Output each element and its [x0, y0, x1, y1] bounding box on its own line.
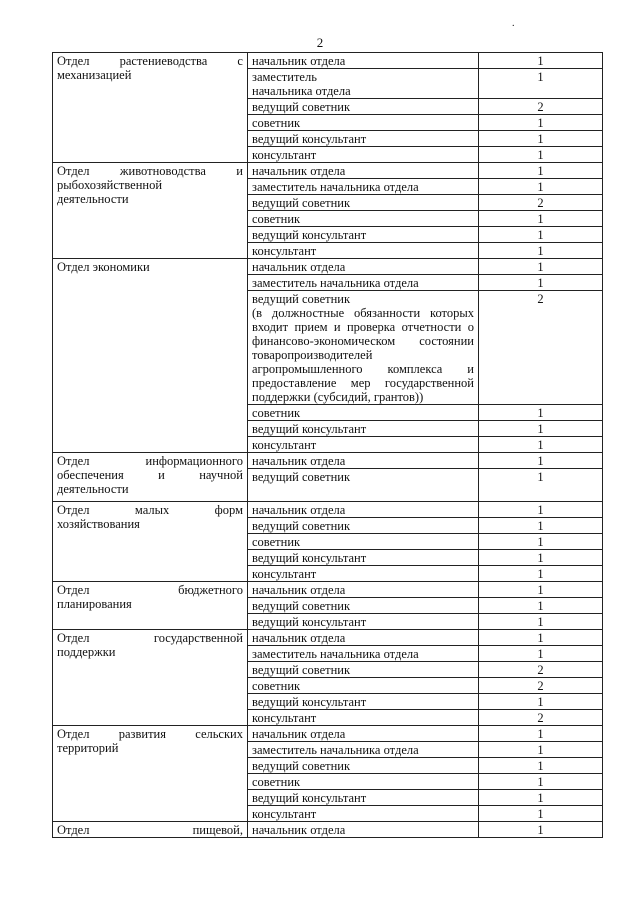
- position-cell: [248, 582, 479, 598]
- position-count: 1: [479, 550, 603, 566]
- position-cell: [248, 163, 479, 179]
- position-count: 1: [479, 758, 603, 774]
- department-name: [57, 54, 243, 82]
- position-count: 1: [479, 598, 603, 614]
- department-name-line: [57, 517, 243, 531]
- department-name: [57, 164, 243, 206]
- position-count: 1: [479, 726, 603, 742]
- position-title: ведущий советник: [252, 599, 351, 613]
- position-title: ведущий советник: [252, 519, 351, 533]
- position-title: советник: [252, 116, 301, 130]
- position-title: начальник отдела: [252, 503, 346, 517]
- department-name-word: Отдел: [57, 823, 90, 837]
- position-count: 1: [479, 421, 603, 437]
- position-cell: [248, 211, 479, 227]
- position-count: 1: [479, 822, 603, 838]
- position-title: ведущий советник: [252, 292, 351, 306]
- department-name: [57, 631, 243, 659]
- department-name-line: [57, 741, 243, 755]
- position-count: 1: [479, 790, 603, 806]
- position-count: 1: [479, 227, 603, 243]
- department-name-line: [57, 54, 243, 68]
- department-name-word: растениеводства: [119, 54, 208, 68]
- position-count: 1: [479, 53, 603, 69]
- position-title: заместитель начальника отдела: [252, 180, 419, 194]
- position-count: 1: [479, 742, 603, 758]
- department-name-word: поддержки: [57, 645, 116, 659]
- table-row: [53, 822, 603, 838]
- department-name-word: и: [158, 468, 165, 482]
- position-cell: [248, 405, 479, 421]
- department-name-word: Отдел: [57, 54, 90, 68]
- position-count: 1: [479, 614, 603, 630]
- position-count: 2: [479, 291, 603, 405]
- position-title: ведущий консультант: [252, 228, 367, 242]
- position-cell: [248, 790, 479, 806]
- department-name-cell: [53, 726, 248, 822]
- position-count: 1: [479, 518, 603, 534]
- position-cell: [248, 291, 479, 405]
- department-name-word: Отдел: [57, 164, 90, 178]
- department-name-word: государственной: [153, 631, 243, 645]
- table-row: [53, 453, 603, 469]
- department-name-line: [57, 482, 243, 496]
- position-count: 1: [479, 179, 603, 195]
- department-name-line: [57, 583, 243, 597]
- position-count: 1: [479, 405, 603, 421]
- position-count: 1: [479, 69, 603, 99]
- department-name-word: деятельности: [57, 192, 129, 206]
- department-name-word: деятельности: [57, 482, 129, 496]
- department-name-word: информационного: [145, 454, 243, 468]
- position-cell: [248, 534, 479, 550]
- department-name-line: [57, 727, 243, 741]
- department-name: [57, 260, 243, 274]
- department-name: [57, 454, 243, 496]
- department-name-cell: [53, 630, 248, 726]
- position-count: 2: [479, 195, 603, 211]
- position-title: начальник отдела: [252, 454, 346, 468]
- position-cell: [248, 259, 479, 275]
- position-title: ведущий консультант: [252, 551, 367, 565]
- department-name-word: обеспечения: [57, 468, 124, 482]
- position-title: советник: [252, 406, 301, 420]
- position-count: 2: [479, 99, 603, 115]
- position-cell: [248, 115, 479, 131]
- position-title: ведущий консультант: [252, 615, 367, 629]
- department-name-cell: [53, 53, 248, 163]
- position-cell: [248, 179, 479, 195]
- position-title: консультант: [252, 807, 317, 821]
- position-title: консультант: [252, 438, 317, 452]
- position-cell: [248, 275, 479, 291]
- department-name-line: [57, 823, 243, 837]
- position-title: начальник отдела: [252, 631, 346, 645]
- position-count: 1: [479, 453, 603, 469]
- position-cell: [248, 453, 479, 469]
- position-count: 2: [479, 678, 603, 694]
- position-count: 1: [479, 806, 603, 822]
- table-row: [53, 502, 603, 518]
- department-name: [57, 823, 243, 837]
- position-cell: [248, 742, 479, 758]
- corner-dot-mark: .: [512, 18, 515, 29]
- department-name: [57, 583, 243, 611]
- position-title: ведущий консультант: [252, 132, 367, 146]
- department-name-cell: [53, 453, 248, 502]
- department-name-line: [57, 192, 243, 206]
- table-row: [53, 726, 603, 742]
- page-number: 2: [316, 35, 324, 50]
- department-name-word: Отдел экономики: [57, 260, 150, 274]
- position-cell: [248, 726, 479, 742]
- department-name-word: сельских: [195, 727, 243, 741]
- position-count: 1: [479, 147, 603, 163]
- position-count: 1: [479, 437, 603, 453]
- position-cell: [248, 195, 479, 211]
- department-name-line: [57, 631, 243, 645]
- position-count: 2: [479, 662, 603, 678]
- position-cell: [248, 630, 479, 646]
- position-title: начальник отдела: [252, 727, 346, 741]
- position-cell: [248, 822, 479, 838]
- position-count: 1: [479, 115, 603, 131]
- position-cell: [248, 774, 479, 790]
- department-name-line: [57, 468, 243, 482]
- position-cell: [248, 646, 479, 662]
- position-cell: [248, 69, 479, 99]
- position-count: 1: [479, 243, 603, 259]
- table-row: [53, 630, 603, 646]
- department-name: [57, 503, 243, 531]
- position-title: начальник отдела: [252, 164, 346, 178]
- table-row: [53, 163, 603, 179]
- position-cell: [248, 598, 479, 614]
- position-title: советник: [252, 535, 301, 549]
- department-name-word: планирования: [57, 597, 132, 611]
- department-name-cell: [53, 259, 248, 453]
- position-title: начальник отдела: [252, 260, 346, 274]
- position-count: 1: [479, 582, 603, 598]
- position-cell: [248, 758, 479, 774]
- position-cell: [248, 243, 479, 259]
- position-title: заместитель начальника отдела: [252, 743, 419, 757]
- position-title: советник: [252, 775, 301, 789]
- position-cell: [248, 614, 479, 630]
- position-title: консультант: [252, 148, 317, 162]
- position-cell: [248, 678, 479, 694]
- department-name-line: [57, 260, 243, 274]
- department-name-word: территорий: [57, 741, 119, 755]
- department-name-line: [57, 503, 243, 517]
- department-name-word: с: [237, 54, 243, 68]
- position-note: (в должностные обязанности которых входит прием и проверка отчетности о финансово-экономическом состоянии товаропроизводителей агропромышленного комплекса и предоставление мер государственной поддержки (субсидий, грантов)): [252, 306, 474, 404]
- position-title: советник: [252, 679, 301, 693]
- position-cell: [248, 662, 479, 678]
- position-count: 1: [479, 534, 603, 550]
- position-title: ведущий консультант: [252, 791, 367, 805]
- position-title: ведущий консультант: [252, 695, 367, 709]
- position-count: 1: [479, 566, 603, 582]
- position-cell: [248, 437, 479, 453]
- position-count: 1: [479, 259, 603, 275]
- table-row: [53, 259, 603, 275]
- department-name-line: [57, 178, 243, 192]
- department-name-line: [57, 645, 243, 659]
- position-cell: [248, 806, 479, 822]
- department-name-word: животноводства: [119, 164, 206, 178]
- position-title: заместитель начальника отдела: [252, 276, 419, 290]
- position-count: 1: [479, 774, 603, 790]
- department-name-cell: [53, 582, 248, 630]
- position-title: ведущий советник: [252, 470, 351, 484]
- position-cell: [248, 147, 479, 163]
- staffing-table: [52, 52, 603, 838]
- position-title: начальник отдела: [252, 54, 346, 68]
- staffing-table-body: [53, 53, 603, 838]
- department-name-word: научной: [199, 468, 243, 482]
- department-name-cell: [53, 822, 248, 838]
- department-name-line: [57, 164, 243, 178]
- department-name-word: Отдел: [57, 727, 90, 741]
- position-title: консультант: [252, 711, 317, 725]
- position-cell: [248, 518, 479, 534]
- position-cell: [248, 131, 479, 147]
- position-count: 1: [479, 469, 603, 502]
- department-name: [57, 727, 243, 755]
- table-row: [53, 582, 603, 598]
- department-name-word: хозяйствования: [57, 517, 140, 531]
- position-cell: [248, 99, 479, 115]
- position-count: 1: [479, 630, 603, 646]
- position-count: 1: [479, 646, 603, 662]
- position-count: 1: [479, 163, 603, 179]
- position-count: 1: [479, 502, 603, 518]
- position-title: ведущий консультант: [252, 422, 367, 436]
- department-name-word: пищевой,: [192, 823, 243, 837]
- department-name-word: механизацией: [57, 68, 132, 82]
- position-cell: [248, 227, 479, 243]
- position-title: консультант: [252, 244, 317, 258]
- department-name-cell: [53, 163, 248, 259]
- position-cell: [248, 566, 479, 582]
- position-cell: [248, 469, 479, 502]
- position-cell: [248, 694, 479, 710]
- position-cell: [248, 550, 479, 566]
- department-name-word: развития: [118, 727, 166, 741]
- position-count: 1: [479, 275, 603, 291]
- department-name-line: [57, 597, 243, 611]
- position-title: заместитель начальника отдела: [252, 647, 419, 661]
- position-count: 1: [479, 694, 603, 710]
- department-name-line: [57, 454, 243, 468]
- department-name-word: Отдел: [57, 583, 90, 597]
- position-cell: [248, 421, 479, 437]
- position-title: ведущий советник: [252, 663, 351, 677]
- position-title: ведущий советник: [252, 196, 351, 210]
- position-title: ведущий советник: [252, 759, 351, 773]
- table-row: [53, 53, 603, 69]
- position-cell: [248, 502, 479, 518]
- department-name-word: и: [236, 164, 243, 178]
- position-count: 2: [479, 710, 603, 726]
- position-title: начальник отдела: [252, 583, 346, 597]
- department-name-word: Отдел: [57, 503, 90, 517]
- department-name-word: малых: [134, 503, 170, 517]
- position-title: советник: [252, 212, 301, 226]
- position-count: 1: [479, 211, 603, 227]
- position-title: заместитель начальника отдела: [252, 70, 351, 98]
- department-name-cell: [53, 502, 248, 582]
- position-title: консультант: [252, 567, 317, 581]
- position-cell: [248, 53, 479, 69]
- position-cell: [248, 710, 479, 726]
- department-name-word: рыбохозяйственной: [57, 178, 163, 192]
- position-title: ведущий советник: [252, 100, 351, 114]
- department-name-line: [57, 68, 243, 82]
- department-name-word: Отдел: [57, 454, 90, 468]
- position-title: начальник отдела: [252, 823, 346, 837]
- position-count: 1: [479, 131, 603, 147]
- department-name-word: бюджетного: [178, 583, 243, 597]
- department-name-word: Отдел: [57, 631, 90, 645]
- department-name-word: форм: [214, 503, 243, 517]
